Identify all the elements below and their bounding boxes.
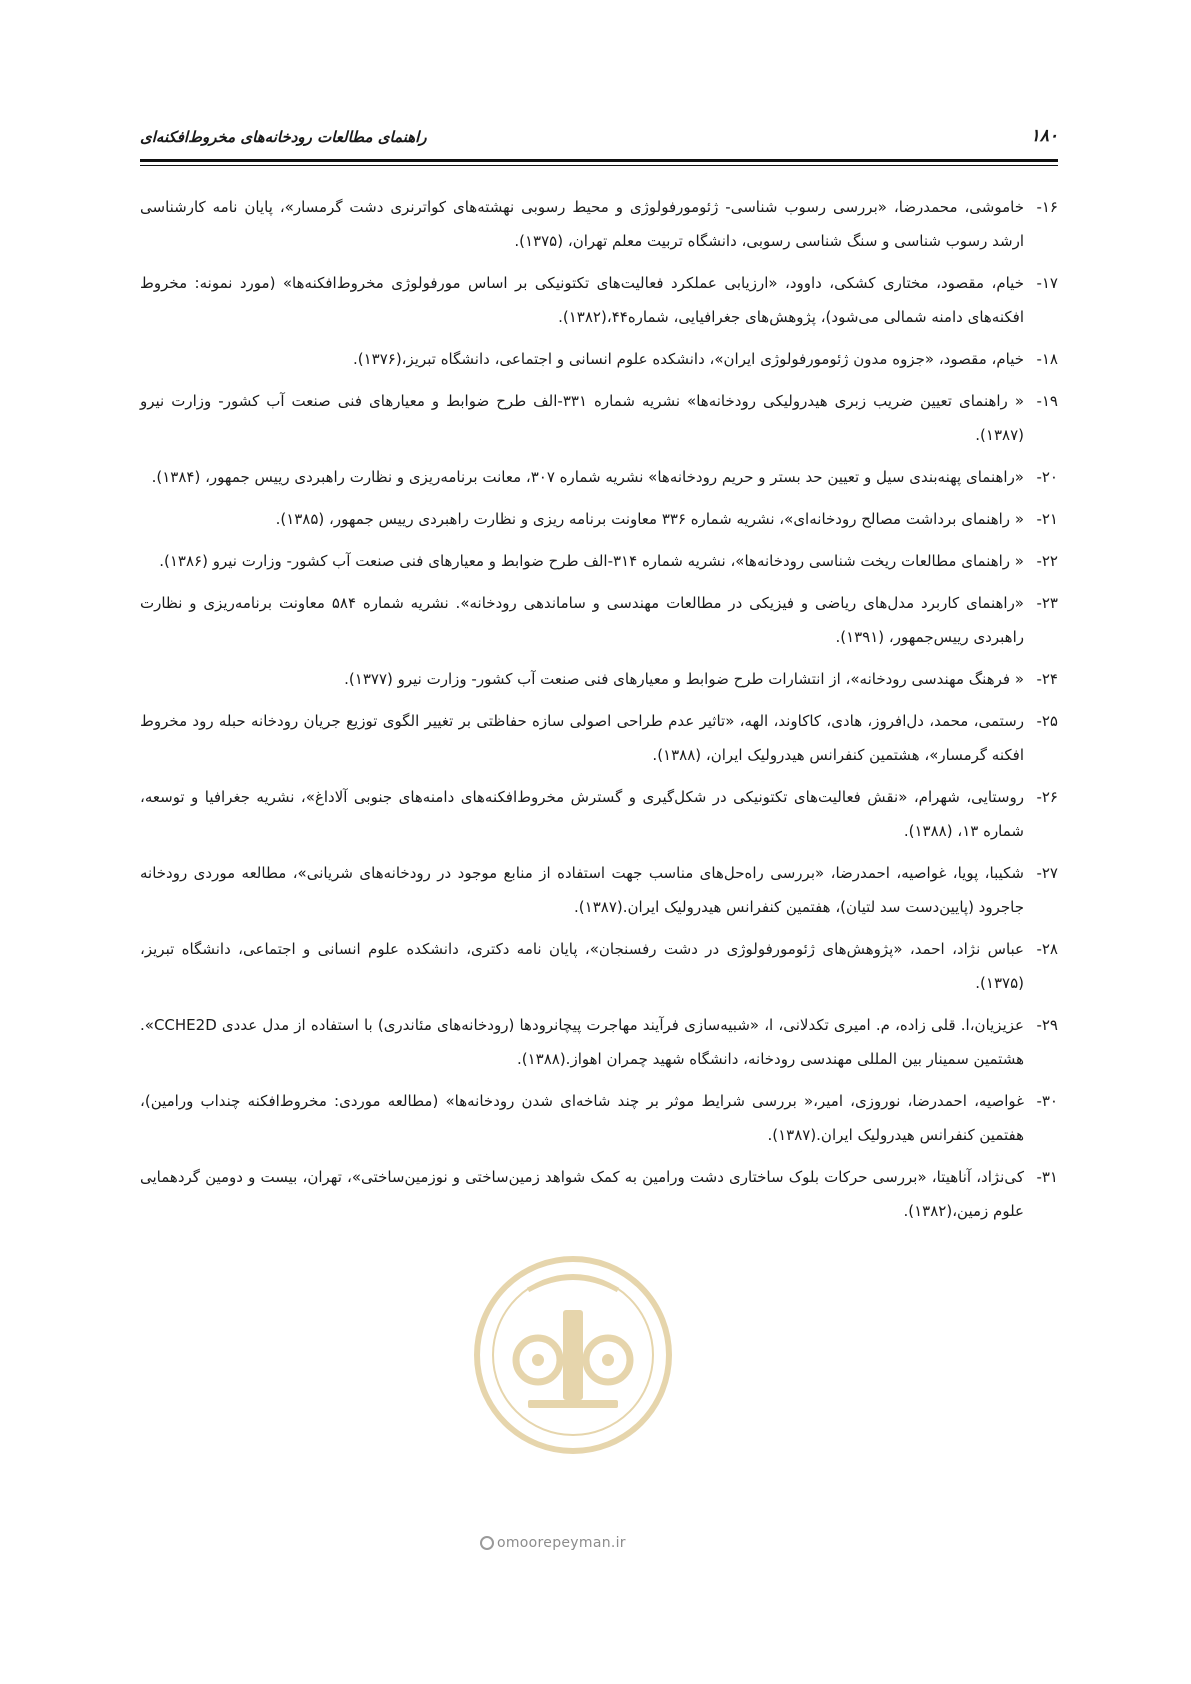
- reference-number: ۲۶-: [1036, 788, 1058, 806]
- reference-item: [140, 460, 1058, 494]
- reference-number: ۲۱-: [1036, 510, 1058, 528]
- reference-number: ۳۰-: [1036, 1092, 1058, 1110]
- reference-item: [140, 384, 1058, 452]
- reference-text: « فرهنگ مهندسی رودخانه»، از انتشارات طرح ضوابط و معیارهای فنی صنعت آب کشور- وزارت نیرو (۱۳۷۷).: [344, 670, 1024, 688]
- reference-text: شکیبا، پویا، غواصیه، احمدرضا، «بررسی راه‌حل‌های مناسب جهت استفاده از منابع موجود در رودخانه‌های شریانی»، مطالعه موردی رودخانه جاجرود (پایین‌دست سد لتیان)، هفتمین کنفرانس هیدرولیک ایران.(۱۳۸۷).: [140, 864, 1024, 916]
- reference-item: [140, 856, 1058, 924]
- reference-text: روستایی، شهرام، «نقش فعالیت‌های تکتونیکی در شکل‌گیری و گسترش مخروط‌افکنه‌های دامنه‌های جنوبی آلاداغ»، نشریه جغرافیا و توسعه، شماره ۱۳، (۱۳۸۸).: [140, 788, 1024, 840]
- reference-item: [140, 662, 1058, 696]
- reference-number: ۱۷-: [1036, 274, 1058, 292]
- reference-list: [140, 190, 1058, 1236]
- watermark-website: [480, 1535, 626, 1551]
- reference-item: [140, 932, 1058, 1000]
- reference-number: ۲۰-: [1036, 468, 1058, 486]
- header-rule-thin: [140, 165, 1058, 166]
- reference-text: « راهنمای مطالعات ریخت شناسی رودخانه‌ها»، نشریه شماره ۳۱۴-الف طرح ضوابط و معیارهای فنی صنعت آب کشور- وزارت نیرو (۱۳۸۶).: [159, 552, 1024, 570]
- reference-item: [140, 342, 1058, 376]
- reference-text: خیام، مقصود، مختاری کشکی، داوود، «ارزیابی عملکرد فعالیت‌های تکتونیکی بر اساس مورفولوژی مخروط‌افکنه‌ها» (مورد نمونه: مخروط افکنه‌های دامنه شمالی می‌شود)، پژوهش‌های جغرافیایی، شماره۴۴،(۱۳۸۲).: [140, 274, 1024, 326]
- reference-item: [140, 190, 1058, 258]
- reference-number: ۲۸-: [1036, 940, 1058, 958]
- reference-number: ۲۹-: [1036, 1016, 1058, 1034]
- reference-text: «راهنمای پهنه‌بندی سیل و تعیین حد بستر و حریم رودخانه‌ها» نشریه شماره ۳۰۷، معانت برنامه‌ریزی و نظارت راهبردی رییس جمهور، (۱۳۸۴).: [151, 468, 1024, 486]
- watermark-site-text: omoorepeyman.ir: [497, 1535, 626, 1551]
- reference-text: کی‌نژاد، آناهیتا، «بررسی حرکات بلوک ساختاری دشت ورامین به کمک شواهد زمین‌ساختی و نوزمین‌ساختی»، تهران، بیست و دومین گردهمایی علوم زمین،(۱۳۸۲).: [140, 1168, 1024, 1220]
- reference-text: «راهنمای کاربرد مدل‌های ریاضی و فیزیکی در مطالعات مهندسی و ساماندهی رودخانه». نشریه شماره ۵۸۴ معاونت برنامه‌ریزی و نظارت راهبردی رییس‌جمهور، (۱۳۹۱).: [140, 594, 1024, 646]
- page-number: ۱۸۰: [1030, 126, 1058, 146]
- reference-item: [140, 780, 1058, 848]
- reference-item: [140, 1160, 1058, 1228]
- reference-text: غواصیه، احمدرضا، نوروزی، امیر،« بررسی شرایط موثر بر چند شاخه‌ای شدن رودخانه‌ها» (مطالعه موردی: مخروط‌افکنه چنداب ورامین)، هفتمین کنفرانس هیدرولیک ایران.(۱۳۸۷).: [140, 1092, 1024, 1144]
- reference-text: عباس نژاد، احمد، «پژوهش‌های ژئومورفولوژی در دشت رفسنجان»، پایان نامه دکتری، دانشکده علوم انسانی و اجتماعی، دانشگاه تبریز،(۱۳۷۵).: [140, 940, 1024, 992]
- omoorepeyman-seal-logo-icon: [468, 1250, 678, 1460]
- reference-item: [140, 266, 1058, 334]
- reference-number: ۲۳-: [1036, 594, 1058, 612]
- reference-number: ۲۷-: [1036, 864, 1058, 882]
- reference-number: ۱۸-: [1036, 350, 1058, 368]
- reference-number: ۱۶-: [1036, 198, 1058, 216]
- reference-text: رستمی، محمد، دل‌افروز، هادی، کاکاوند، الهه، «تاثیر عدم طراحی اصولی سازه حفاظتی بر تغییر الگوی توزیع جریان رودخانه حبله رود مخروط افکنه گرمسار»، هشتمین کنفرانس هیدرولیک ایران، (۱۳۸۸).: [140, 712, 1024, 764]
- reference-number: ۲۵-: [1036, 712, 1058, 730]
- running-header: [140, 126, 1058, 156]
- reference-text: « راهنمای برداشت مصالح رودخانه‌ای»، نشریه شماره ۳۳۶ معاونت برنامه ریزی و نظارت راهبردی رییس جمهور، (۱۳۸۵).: [275, 510, 1024, 528]
- reference-number: ۲۲-: [1036, 552, 1058, 570]
- reference-text: خیام، مقصود، «جزوه مدون ژئومورفولوژی ایران»، دانشکده علوم انسانی و اجتماعی، دانشگاه تبریز،(۱۳۷۶).: [352, 350, 1024, 368]
- reference-item: [140, 704, 1058, 772]
- header-rule-thick: [140, 159, 1058, 162]
- reference-item: [140, 1084, 1058, 1152]
- reference-text: « راهنمای تعیین ضریب زبری هیدرولیکی رودخانه‌ها» نشریه شماره ۳۳۱-الف طرح ضوابط و معیارهای فنی صنعت آب کشور- وزارت نیرو (۱۳۸۷).: [140, 392, 1024, 444]
- reference-number: ۱۹-: [1036, 392, 1058, 410]
- reference-number: ۲۴-: [1036, 670, 1058, 688]
- reference-item: [140, 502, 1058, 536]
- reference-item: [140, 544, 1058, 578]
- book-title: راهنمای مطالعات رودخانه‌های مخروط‌افکنه‌ای: [140, 128, 427, 146]
- reference-text: عزیزیان،ا. قلی زاده، م. امیری تکدلانی، ا، «شبیه‌سازی فرآیند مهاجرت پیچانرودها (رودخانه‌های مئاندری) با استفاده از مدل عددی CCHE2D». هشتمین سمینار بین المللی مهندسی رودخانه، دانشگاه شهید چمران اهواز.(۱۳۸۸).: [140, 1016, 1024, 1068]
- at-symbol-icon: [480, 1536, 494, 1550]
- reference-item: [140, 586, 1058, 654]
- reference-item: [140, 1008, 1058, 1076]
- reference-text: خاموشی، محمدرضا، «بررسی رسوب شناسی- ژئومورفولوژی و محیط رسوبی نهشته‌های کواترنری دشت گرمسار»، پایان نامه کارشناسی ارشد رسوب شناسی و سنگ شناسی رسوبی، دانشگاه تربیت معلم تهران، (۱۳۷۵).: [140, 198, 1024, 250]
- reference-number: ۳۱-: [1036, 1168, 1058, 1186]
